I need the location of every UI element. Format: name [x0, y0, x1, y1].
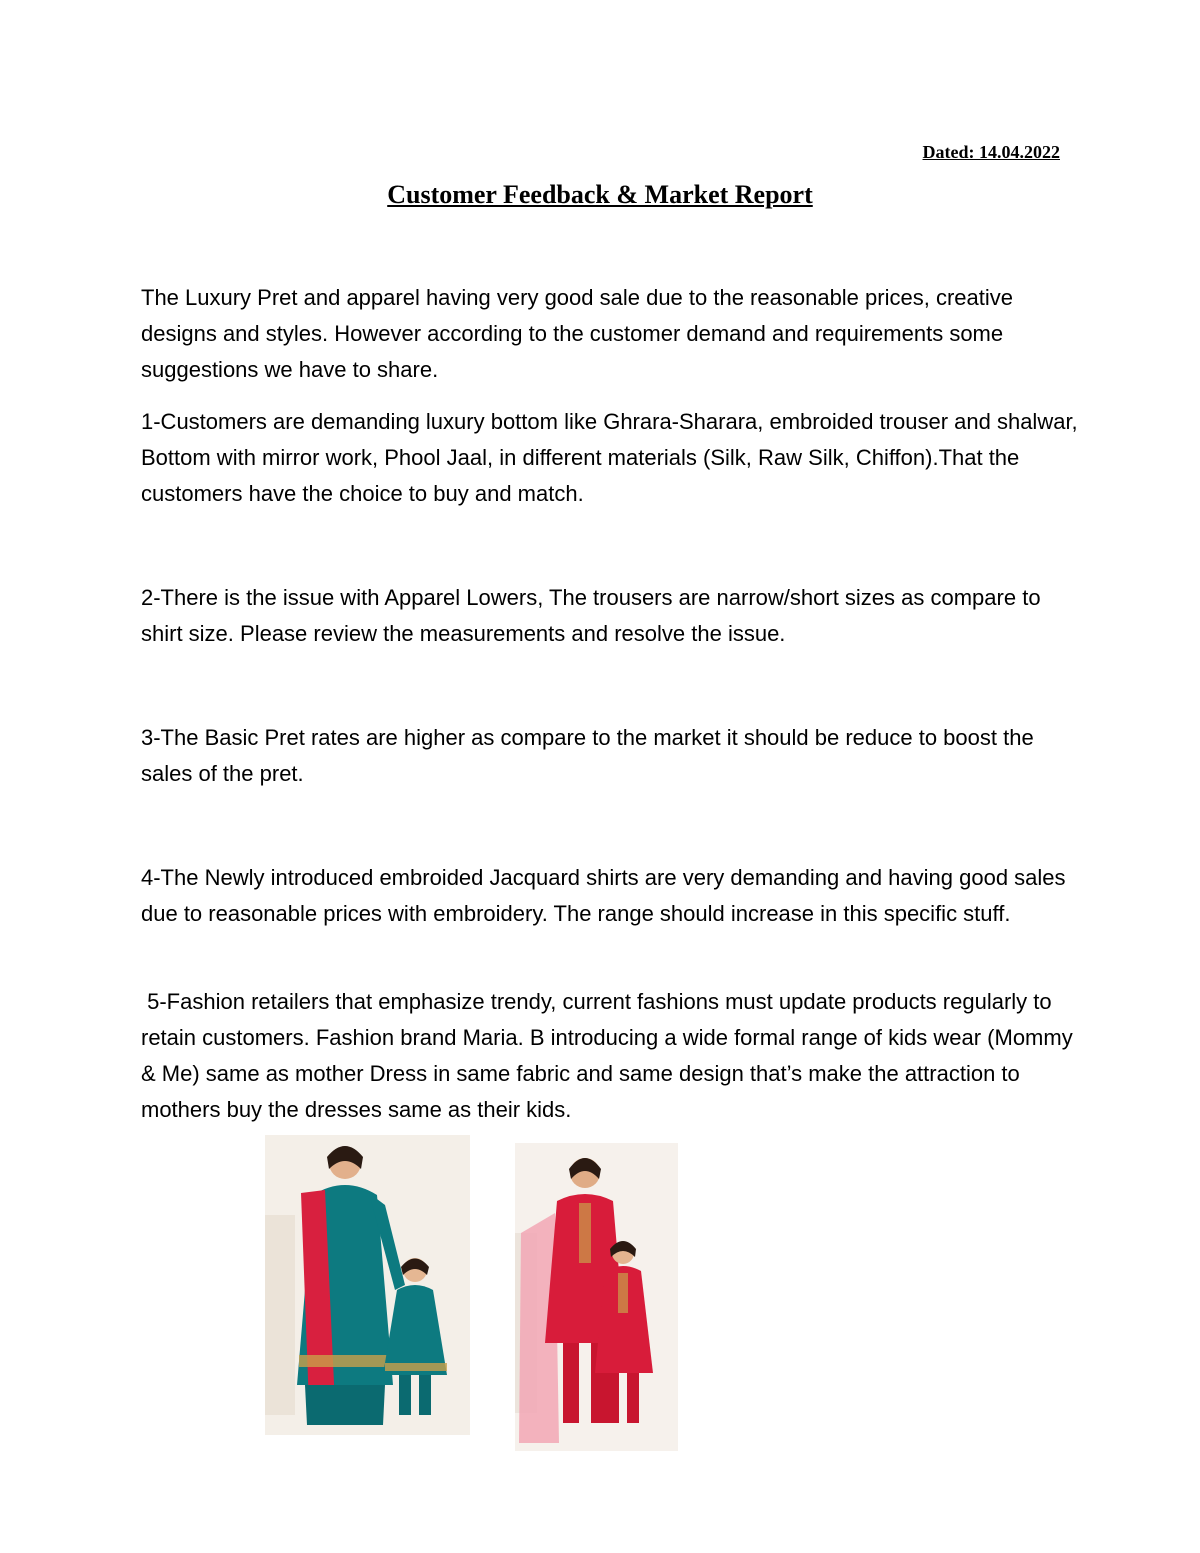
mommy-and-me-teal-photo	[265, 1135, 470, 1435]
point-2-paragraph: 2-There is the issue with Apparel Lowers, The trousers are narrow/short sizes as compare to shirt size. Please review the measurements and resolve the issue.	[141, 585, 1041, 646]
page-title: Customer Feedback & Market Report	[387, 180, 813, 209]
intro-paragraph: The Luxury Pret and apparel having very good sale due to the reasonable prices, creative designs and styles. However according to the customer demand and requirements some suggestions we have to share.	[141, 285, 1013, 382]
point-4-paragraph: 4-The Newly introduced embroided Jacquard shirts are very demanding and having good sales due to reasonable prices with embroidery. The range should increase in this specific stuff.	[141, 865, 1066, 926]
point-3-paragraph: 3-The Basic Pret rates are higher as compare to the market it should be reduce to boost the sales of the pret.	[141, 725, 1034, 786]
mommy-and-me-red-photo	[515, 1143, 678, 1451]
report-date: Dated: 14.04.2022	[922, 142, 1060, 162]
point-1-paragraph: 1-Customers are demanding luxury bottom like Ghrara-Sharara, embroided trouser and shalwar, Bottom with mirror work, Phool Jaal, in different materials (Silk, Raw Silk, Chiffon).That the customers have the choice to buy and match.	[141, 409, 1078, 506]
point-5-paragraph: 5-Fashion retailers that emphasize trendy, current fashions must update products regularly to retain customers. Fashion brand Maria. B introducing a wide formal range of kids wear (Mommy & Me) same as mother Dress in same fabric and same design that’s make the attraction to mothers buy the dresses same as their kids.	[141, 989, 1079, 1122]
